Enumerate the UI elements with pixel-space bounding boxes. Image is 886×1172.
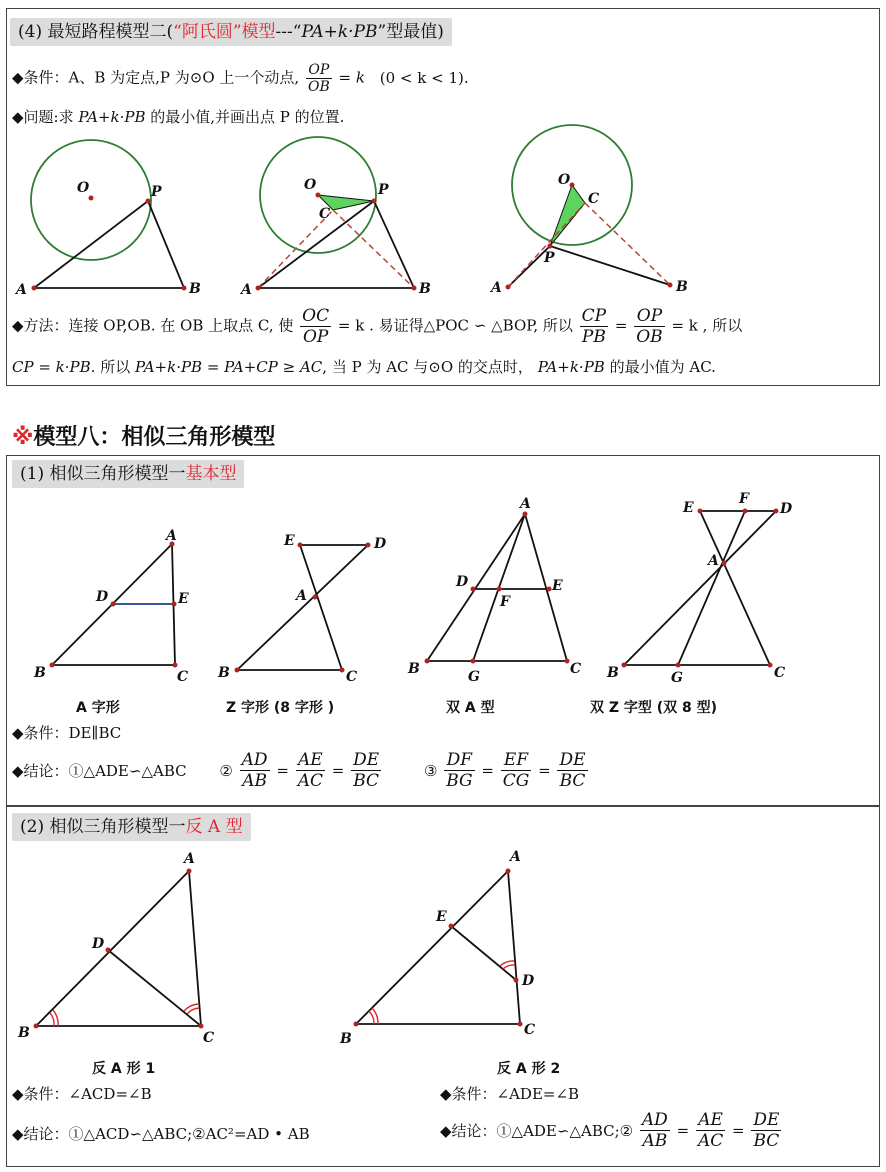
double-z-figure	[606, 491, 793, 686]
basic-model-header: (1) 相似三角形模型一基本型	[12, 460, 244, 488]
caption-reverse-1: 反 A 形 1	[92, 1061, 156, 1077]
model8-title: ※模型八：相似三角形模型	[12, 425, 276, 450]
label-b: B	[189, 281, 201, 297]
c3-frac-1: $\frac{DF}{BG}$	[446, 750, 473, 791]
svg-text:D: D	[92, 936, 105, 952]
svg-text:C: C	[774, 665, 786, 681]
reverse-model-header: (2) 相似三角形模型一反 A 型	[12, 813, 251, 841]
reverse-a1-figure	[17, 851, 214, 1046]
condition-line: ◆条件：A、B 为定点,P 为⊙O 上一个动点, $\frac{OP}{OB}$ = k (0 < k < 1).	[12, 62, 469, 95]
triangle-poc-3	[550, 185, 585, 246]
svg-text:P: P	[378, 182, 389, 198]
svg-text:D: D	[96, 589, 109, 605]
svg-text:E: E	[436, 909, 447, 925]
svg-text:B: B	[408, 661, 420, 677]
basic-conclusion: ◆结论：①△ADE∽△ABC ② $\frac{AD}{AB}$ = $\frac{AE}{AC}$ = $\frac{DE}{BC}$ ③ $\frac{DF}{BG}$ = $\frac{EF}{CG}$ = $\frac{DE}{BC}$	[12, 750, 586, 791]
c2-frac-1: $\frac{AD}{AB}$	[241, 750, 268, 791]
segment-pb-1	[148, 201, 184, 288]
svg-text:B: B	[340, 1031, 352, 1047]
svg-text:O: O	[558, 172, 571, 188]
caption-double-a: 双 A 型	[446, 700, 495, 716]
point-o-1	[89, 196, 94, 201]
svg-text:A: A	[520, 496, 531, 512]
c3-frac-2: $\frac{EF}{CG}$	[502, 750, 530, 791]
rc2-frac-2: $\frac{AE}{AC}$	[697, 1110, 724, 1151]
svg-text:B: B	[419, 281, 431, 297]
svg-text:A: A	[510, 849, 521, 865]
svg-text:A: A	[296, 588, 307, 604]
svg-text:C: C	[346, 669, 358, 685]
svg-text:C: C	[319, 206, 331, 222]
section4-header: (4) 最短路程模型二(“阿氏圆”模型---“PA+k·PB”型最值)	[10, 18, 452, 46]
method-line-1: ◆方法：连接 OP,OB. 在 OB 上取点 C, 使 $\frac{OC}{OP}$ = k . 易证得△POC ∽ △BOP, 所以 $\frac{CP}{PB}$ = $\frac{OP}{OB}$ = k , 所以	[12, 306, 743, 347]
svg-text:A: A	[166, 528, 177, 544]
cond-fraction: $\frac{OP}{OB}$	[307, 62, 330, 95]
svg-text:C: C	[588, 191, 600, 207]
svg-text:A: A	[184, 851, 195, 867]
svg-text:D: D	[456, 574, 469, 590]
c3-frac-3: $\frac{DE}{BC}$	[559, 750, 586, 791]
double-a-figure	[407, 496, 581, 685]
a-shape-figure	[33, 528, 189, 685]
question-line: ◆问题:求 PA+k·PB 的最小值,并画出点 P 的位置.	[12, 108, 345, 126]
c2-frac-2: $\frac{AE}{AC}$	[297, 750, 323, 791]
reverse-condition-2: ◆条件：∠ADE=∠B	[440, 1085, 580, 1103]
apollonius-figure-1	[14, 140, 201, 298]
caption-double-z: 双 Z 字型 (双 8 型)	[590, 700, 718, 716]
rc2-frac-1: $\frac{AD}{AB}$	[641, 1110, 668, 1151]
svg-text:B: B	[607, 665, 619, 681]
svg-text:O: O	[304, 177, 317, 193]
svg-text:E: E	[683, 500, 694, 516]
svg-text:G: G	[671, 670, 683, 686]
svg-text:C: C	[203, 1030, 215, 1046]
svg-text:A: A	[491, 280, 502, 296]
svg-text:C: C	[524, 1022, 536, 1038]
svg-text:C: C	[570, 661, 582, 677]
caption-z-shape: Z 字形 (8 字形 )	[226, 700, 335, 716]
reverse-conclusion-2: ◆结论：①△ADE∽△ABC;② $\frac{AD}{AB}$ = $\frac{AE}{AC}$ = $\frac{DE}{BC}$	[440, 1110, 780, 1151]
svg-text:D: D	[374, 536, 387, 552]
svg-text:P: P	[544, 250, 555, 266]
z-shape-figure	[217, 533, 387, 685]
svg-text:B: B	[676, 279, 688, 295]
svg-text:B: B	[34, 665, 46, 681]
caption-reverse-2: 反 A 形 2	[497, 1061, 561, 1077]
label-p: P	[151, 184, 162, 200]
svg-text:E: E	[284, 533, 295, 549]
svg-text:B: B	[18, 1025, 30, 1041]
reverse-conclusion-1: ◆结论：①△ACD∽△ABC;②AC²=AD • AB	[12, 1125, 310, 1143]
method-frac-1: $\frac{OC}{OP}$	[302, 306, 330, 347]
svg-text:B: B	[218, 665, 230, 681]
svg-text:D: D	[780, 501, 793, 517]
svg-text:C: C	[177, 669, 189, 685]
dashed-cb-2	[333, 210, 414, 288]
svg-text:D: D	[522, 973, 535, 989]
svg-text:A: A	[708, 553, 719, 569]
c2-frac-3: $\frac{DE}{BC}$	[353, 750, 380, 791]
svg-text:E: E	[552, 578, 563, 594]
svg-text:F: F	[739, 491, 749, 507]
reverse-condition-1: ◆条件：∠ACD=∠B	[12, 1085, 152, 1103]
reverse-a2-figure	[339, 849, 535, 1047]
caption-a-shape: A 字形	[76, 700, 120, 716]
svg-text:E: E	[178, 591, 189, 607]
svg-text:A: A	[241, 282, 252, 298]
apollonius-figure-2	[239, 137, 431, 298]
label-o: O	[77, 180, 90, 196]
rc2-frac-3: $\frac{DE}{BC}$	[753, 1110, 780, 1151]
basic-condition: ◆条件：DE∥BC	[12, 724, 122, 742]
method-frac-2: $\frac{CP}{PB}$	[581, 306, 607, 347]
apollonius-figure-3	[489, 125, 688, 296]
method-frac-3: $\frac{OP}{OB}$	[636, 306, 663, 347]
label-a: A	[16, 282, 27, 298]
svg-text:F: F	[500, 594, 510, 610]
svg-text:G: G	[468, 669, 480, 685]
method-line-2: CP = k·PB. 所以 PA+k·PB = PA+CP ≥ AC, 当 P 为 AC 与⊙O 的交点时， PA+k·PB 的最小值为 AC.	[12, 358, 716, 376]
